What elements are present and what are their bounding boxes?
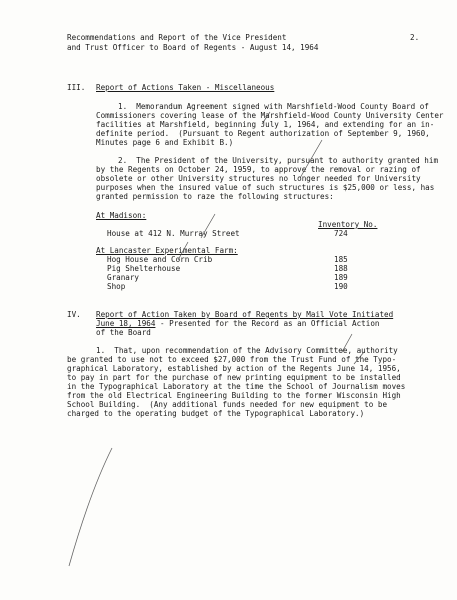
- section-3-heading: Report of Actions Taken - Miscellaneous: [96, 83, 275, 92]
- section-4-heading-line-2: [96, 319, 379, 328]
- section-3-item-2-line-3: obsolete or other University structures no longer needed for University: [96, 174, 421, 183]
- header-line-2: and Trust Officer to Board of Regents - August 14, 1964: [67, 43, 319, 52]
- madison-item-name: House at 412 N. Murray Street: [107, 229, 240, 238]
- section-3-item-1-line-4: definite period. (Pursuant to Regent authorization of September 9, 1960,: [96, 129, 430, 138]
- section-4-heading-date: June 18, 1964: [96, 319, 156, 328]
- lancaster-item-name: Hog House and Corn Crib: [107, 255, 213, 264]
- section-4-heading-tail: - Presented for the Record as an Official Action: [155, 319, 380, 328]
- section-4-numeral: IV.: [67, 310, 81, 319]
- lancaster-item-name: Granary: [107, 273, 140, 282]
- section-4-item-1-line-4: to pay in part for the purchase of new printing equipment to be installed: [67, 373, 401, 382]
- header-line-1: Recommendations and Report of the Vice President: [67, 33, 287, 42]
- madison-item-inventory: 724: [334, 229, 348, 238]
- section-3-item-2-line-4: purposes when the insured value of such structures is $25,000 or less, has: [96, 183, 435, 192]
- lancaster-item-name: Pig Shelterhouse: [107, 264, 181, 273]
- lancaster-item-inventory: 188: [334, 264, 348, 273]
- section-4-item-1-line-7: School Building. (Any additional funds needed for new equipment to be: [67, 400, 388, 409]
- section-4-item-1-line-5: in the Typographical Laboratory at the time the School of Journalism moves: [67, 382, 406, 391]
- section-4-heading-line-1: Report of Action Taken by Board of Regents by Mail Vote Initiated: [96, 310, 394, 319]
- section-3-item-1-line-2: Commissioners covering lease of the Marshfield-Wood County University Center: [96, 111, 444, 120]
- lancaster-item-inventory: 190: [334, 282, 348, 291]
- section-3-numeral: III.: [67, 83, 86, 92]
- lancaster-item-inventory: 189: [334, 273, 348, 282]
- section-4-item-1-line-1: 1. That, upon recommendation of the Advisory Committee, authority: [96, 346, 398, 355]
- lancaster-heading: At Lancaster Experimental Farm:: [96, 246, 238, 255]
- inventory-heading: Inventory No.: [318, 220, 378, 229]
- section-3-item-1-line-5: Minutes page 6 and Exhibit B.): [96, 138, 234, 147]
- page-number: 2.: [410, 33, 420, 42]
- section-3-item-2-line-2: by the Regents on October 24, 1959, to approve the removal or razing of: [96, 165, 421, 174]
- section-3-item-2-line-5: granted permission to raze the following structures:: [96, 192, 334, 201]
- pencil-long-stroke: [69, 448, 112, 566]
- section-4-item-1-line-8: charged to the operating budget of the Typographical Laboratory.): [67, 409, 365, 418]
- section-3-item-2-line-1: 2. The President of the University, pursuant to authority granted him: [118, 156, 439, 165]
- section-4-item-1-line-3: graphical Laboratory, established by action of the Regents June 14, 1956,: [67, 364, 401, 373]
- section-4-item-1-line-6: from the old Electrical Engineering Building to the former Wisconsin High: [67, 391, 401, 400]
- section-4-heading-line-3: of the Board: [96, 328, 151, 337]
- madison-heading: At Madison:: [96, 211, 147, 220]
- section-4-item-1-line-2: be granted to use not to exceed $27,000 from the Trust Fund of the Typo-: [67, 355, 397, 364]
- lancaster-item-name: Shop: [107, 282, 126, 291]
- lancaster-item-inventory: 185: [334, 255, 348, 264]
- section-3-item-1-line-3: facilities at Marshfield, beginning July 1, 1964, and extending for an in-: [96, 120, 435, 129]
- section-3-item-1-line-1: 1. Memorandum Agreement signed with Marshfield-Wood County Board of: [118, 102, 429, 111]
